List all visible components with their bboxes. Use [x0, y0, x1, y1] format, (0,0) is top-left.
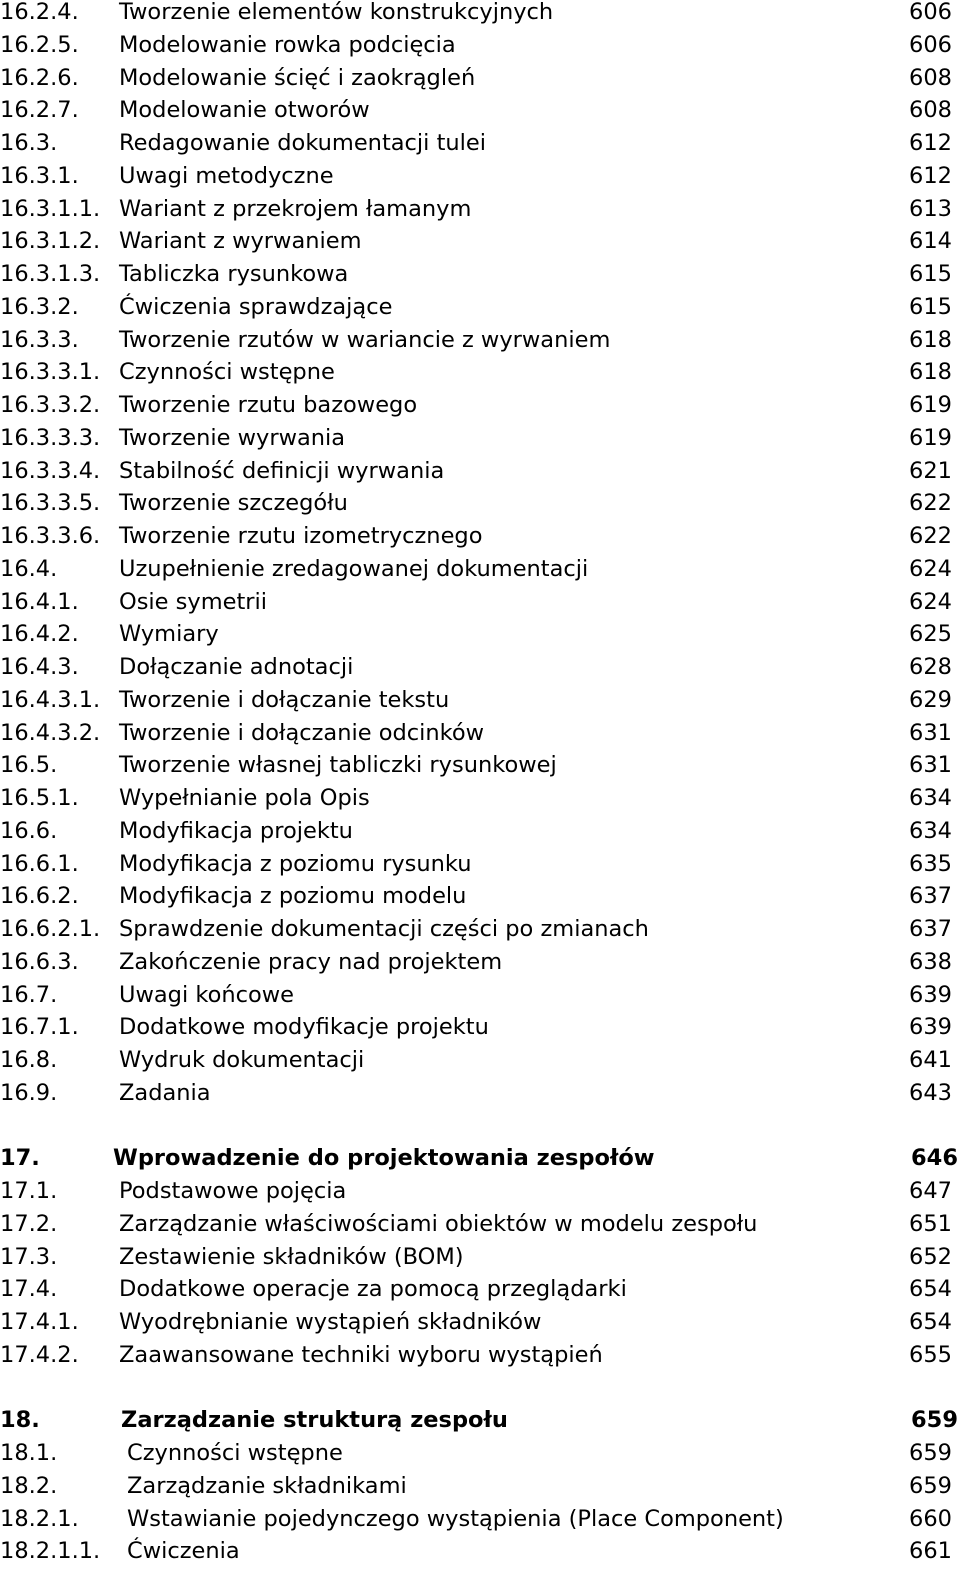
- toc-entry-title: Modyfikacja projektu: [119, 817, 353, 844]
- toc-entry-number: 16.6.1.: [0, 850, 79, 877]
- toc-entry-title: Zakończenie pracy nad projektem: [119, 948, 503, 975]
- toc-entry[interactable]: [0, 66, 960, 99]
- toc-entry-title: Tworzenie i dołączanie tekstu: [119, 686, 450, 713]
- toc-entry-title: Zarządzanie właściwościami obiektów w modelu zespołu: [119, 1210, 758, 1237]
- toc-entry-title: Osie symetrii: [119, 588, 268, 615]
- toc-entry-number: 16.2.5.: [0, 31, 79, 58]
- toc-entry-title: Redagowanie dokumentacji tulei: [119, 130, 487, 156]
- toc-entry-title: Stabilność definicji wyrwania: [119, 457, 445, 484]
- toc-entry-page: 629: [909, 686, 952, 713]
- toc-entry[interactable]: [0, 1048, 960, 1081]
- toc-entry-title: Podstawowe pojęcia: [119, 1178, 347, 1204]
- toc-entry-number: 18.2.1.1.: [0, 1538, 101, 1565]
- toc-entry-number: 16.9.: [0, 1079, 58, 1106]
- toc-entry-page: 654: [909, 1309, 952, 1335]
- toc-entry-title: Wariant z wyrwaniem: [119, 228, 362, 255]
- toc-entry-page: 622: [909, 523, 952, 549]
- toc-entry-number: 16.3.: [0, 130, 58, 156]
- toc-entry-number: 17.: [0, 1145, 40, 1172]
- toc-entry-title: Sprawdzenie dokumentacji części po zmianach: [119, 916, 649, 942]
- toc-entry-page: 631: [909, 719, 952, 746]
- toc-entry-page: 624: [909, 588, 952, 615]
- toc-entry-title: Tworzenie rzutu bazowego: [119, 392, 418, 418]
- toc-entry-title: Zadania: [119, 1079, 211, 1106]
- toc-entry-title: Wymiary: [119, 621, 219, 648]
- toc-entry[interactable]: [0, 1441, 960, 1474]
- toc-entry-page: 625: [909, 621, 952, 648]
- toc-entry-page: 659: [909, 1472, 952, 1499]
- toc-entry-number: 16.2.4.: [0, 0, 79, 25]
- toc-entry[interactable]: [0, 328, 960, 361]
- toc-entry-title: Dodatkowe operacje za pomocą przeglądarki: [119, 1276, 627, 1303]
- toc-entry-page: 606: [909, 31, 952, 58]
- toc-entry[interactable]: [0, 229, 960, 262]
- toc-entry-number: 16.3.3.5.: [0, 490, 101, 517]
- toc-entry-page: 621: [909, 457, 952, 484]
- toc-entry-number: 18.1.: [0, 1440, 58, 1466]
- toc-entry-title: Czynności wstępne: [127, 1440, 343, 1466]
- toc-entry-number: 16.4.1.: [0, 588, 79, 615]
- toc-entry[interactable]: [0, 1277, 960, 1310]
- toc-entry-number: 18.: [0, 1407, 40, 1434]
- toc-entry[interactable]: [0, 852, 960, 885]
- toc-entry-page: 651: [909, 1210, 952, 1237]
- toc-entry[interactable]: [0, 1343, 960, 1376]
- toc-entry-number: 18.2.: [0, 1472, 58, 1499]
- section-gap: [0, 1376, 960, 1409]
- toc-entry-page: 659: [909, 1440, 952, 1466]
- toc-entry[interactable]: [0, 983, 960, 1016]
- toc-entry-number: 17.1.: [0, 1178, 58, 1204]
- toc-entry-title: Wyodrębnianie wystąpień składników: [119, 1309, 542, 1335]
- toc-entry-number: 16.5.1.: [0, 785, 79, 811]
- toc-entry-title: Tworzenie i dołączanie odcinków: [119, 719, 485, 746]
- toc-entry-title: Wypełnianie pola Opis: [119, 785, 370, 811]
- toc-entry-number: 16.4.3.2.: [0, 719, 101, 746]
- toc-entry[interactable]: [0, 131, 960, 164]
- toc-entry[interactable]: [0, 459, 960, 492]
- toc-entry-title: Czynności wstępne: [119, 359, 335, 386]
- toc-entry-page: 638: [909, 948, 952, 975]
- toc-entry-page: 655: [909, 1341, 952, 1368]
- toc-entry-title: Tworzenie rzutów w wariancie z wyrwaniem: [119, 326, 611, 353]
- toc-entry[interactable]: [0, 426, 960, 459]
- toc-entry-page: 608: [909, 64, 952, 91]
- toc-entry-page: 637: [909, 883, 952, 910]
- toc-entry-title: Ćwiczenia sprawdzające: [119, 293, 393, 320]
- toc-entry-page: 608: [909, 97, 952, 124]
- toc-entry-number: 16.3.3.3.: [0, 424, 101, 451]
- toc-entry-title: Modelowanie otworów: [119, 97, 370, 124]
- toc-entry-page: 606: [909, 0, 952, 25]
- toc-entry-number: 17.3.: [0, 1243, 58, 1270]
- toc-entry[interactable]: [0, 360, 960, 393]
- toc-entry[interactable]: [0, 164, 960, 197]
- toc-entry-page: 647: [909, 1178, 952, 1204]
- toc-entry[interactable]: [0, 1081, 960, 1114]
- toc-entry-number: 16.6.2.: [0, 883, 79, 910]
- toc-entry-number: 16.3.1.1.: [0, 195, 101, 222]
- toc-entry-page: 634: [909, 817, 952, 844]
- toc-entry-number: 16.4.3.1.: [0, 686, 101, 713]
- toc-entry[interactable]: [0, 786, 960, 819]
- toc-entry-title: Wprowadzenie do projektowania zespołów: [113, 1145, 655, 1172]
- toc-chapter-entry[interactable]: [0, 1408, 960, 1441]
- toc-entry-title: Modyfikacja z poziomu rysunku: [119, 850, 472, 877]
- toc-entry-page: 613: [909, 195, 952, 222]
- toc-entry[interactable]: [0, 1507, 960, 1540]
- toc-entry-number: 16.3.3.6.: [0, 523, 101, 549]
- toc-entry[interactable]: [0, 950, 960, 983]
- toc-entry-title: Zaawansowane techniki wyboru wystąpień: [119, 1341, 603, 1368]
- toc-entry[interactable]: [0, 884, 960, 917]
- toc-entry-number: 16.4.3.: [0, 654, 79, 680]
- toc-entry[interactable]: [0, 262, 960, 295]
- toc-entry-number: 17.4.1.: [0, 1309, 79, 1335]
- toc-entry-title: Modyfikacja z poziomu modelu: [119, 883, 467, 910]
- toc-entry-number: 17.2.: [0, 1210, 58, 1237]
- toc-entry[interactable]: [0, 1539, 960, 1572]
- toc-entry-number: 16.3.3.2.: [0, 392, 101, 418]
- toc-entry-page: 639: [909, 1014, 952, 1041]
- toc-entry-number: 16.6.3.: [0, 948, 79, 975]
- toc-entry-number: 18.2.1.: [0, 1505, 79, 1532]
- toc-entry-page: 637: [909, 916, 952, 942]
- toc-entry[interactable]: [0, 1212, 960, 1245]
- toc-entry-title: Tworzenie wyrwania: [119, 424, 346, 451]
- toc-entry[interactable]: [0, 1245, 960, 1278]
- toc-entry[interactable]: [0, 753, 960, 786]
- toc-entry-page: 624: [909, 555, 952, 582]
- toc-entry[interactable]: [0, 1310, 960, 1343]
- toc-entry-title: Uzupełnienie zredagowanej dokumentacji: [119, 555, 589, 582]
- toc-entry-title: Ćwiczenia: [127, 1538, 240, 1565]
- toc-entry-number: 17.4.: [0, 1276, 58, 1303]
- toc-entry-number: 16.3.3.4.: [0, 457, 101, 484]
- toc-entry-number: 16.7.1.: [0, 1014, 79, 1041]
- toc-entry-title: Zestawienie składników (BOM): [119, 1243, 464, 1270]
- toc-entry-title: Dodatkowe modyfikacje projektu: [119, 1014, 489, 1041]
- toc-entry-page: 622: [909, 490, 952, 517]
- toc-entry-number: 16.3.1.2.: [0, 228, 101, 255]
- toc-entry-page: 614: [909, 228, 952, 255]
- toc-entry-page: 660: [909, 1505, 952, 1532]
- toc-entry[interactable]: [0, 622, 960, 655]
- toc-entry-number: 16.7.: [0, 981, 58, 1008]
- toc-entry-title: Tworzenie elementów konstrukcyjnych: [119, 0, 554, 25]
- toc-entry-title: Wydruk dokumentacji: [119, 1047, 365, 1073]
- toc-entry[interactable]: [0, 33, 960, 66]
- toc-entry[interactable]: [0, 393, 960, 426]
- toc-entry-page: 612: [909, 162, 952, 189]
- toc-entry[interactable]: [0, 1474, 960, 1507]
- toc-entry-title: Dołączanie adnotacji: [119, 654, 354, 680]
- toc-entry[interactable]: [0, 721, 960, 754]
- toc-entry[interactable]: [0, 557, 960, 590]
- toc-entry-page: 643: [909, 1079, 952, 1106]
- toc-entry-title: Modelowanie ścięć i zaokrągleń: [119, 64, 476, 91]
- toc-entry-number: 16.6.: [0, 817, 58, 844]
- toc-entry-title: Wstawianie pojedynczego wystąpienia (Place Component): [127, 1505, 784, 1532]
- toc-entry-number: 16.3.1.3.: [0, 261, 101, 287]
- toc-entry-page: 618: [909, 326, 952, 353]
- toc-entry[interactable]: [0, 0, 960, 33]
- toc-entry-title: Tabliczka rysunkowa: [119, 261, 349, 287]
- toc-entry[interactable]: [0, 1179, 960, 1212]
- toc-entry[interactable]: [0, 491, 960, 524]
- toc-entry-page: 659: [911, 1407, 958, 1434]
- toc-entry-page: 635: [909, 850, 952, 877]
- toc-entry-number: 16.8.: [0, 1047, 58, 1073]
- toc-entry-page: 661: [909, 1538, 952, 1565]
- toc-entry-number: 16.3.1.: [0, 162, 79, 189]
- toc-entry-page: 619: [909, 424, 952, 451]
- toc-entry-number: 16.2.6.: [0, 64, 79, 91]
- toc-entry-number: 16.3.2.: [0, 293, 79, 320]
- toc-entry-number: 16.6.2.1.: [0, 916, 101, 942]
- toc-entry-page: 619: [909, 392, 952, 418]
- toc-entry-title: Zarządzanie składnikami: [127, 1472, 407, 1499]
- toc-entry[interactable]: [0, 917, 960, 950]
- toc-entry-page: 639: [909, 981, 952, 1008]
- toc-entry-number: 16.3.3.: [0, 326, 79, 353]
- toc-entry[interactable]: [0, 688, 960, 721]
- section-gap: [0, 1114, 960, 1147]
- toc-entry[interactable]: [0, 197, 960, 230]
- toc-entry-page: 654: [909, 1276, 952, 1303]
- toc-entry-page: 618: [909, 359, 952, 386]
- toc-entry-title: Wariant z przekrojem łamanym: [119, 195, 472, 222]
- toc-chapter-entry[interactable]: [0, 1146, 960, 1179]
- toc-entry-page: 631: [909, 752, 952, 779]
- toc-entry-page: 646: [911, 1145, 958, 1172]
- toc-entry-number: 16.3.3.1.: [0, 359, 101, 386]
- toc-entry-page: 612: [909, 130, 952, 156]
- toc-entry[interactable]: [0, 819, 960, 852]
- toc-entry-page: 615: [909, 261, 952, 287]
- toc-entry-number: 16.4.: [0, 555, 58, 582]
- toc-entry-page: 615: [909, 293, 952, 320]
- toc-entry-number: 16.2.7.: [0, 97, 79, 124]
- toc-entry-title: Modelowanie rowka podcięcia: [119, 31, 456, 58]
- toc-entry[interactable]: [0, 295, 960, 328]
- toc-entry[interactable]: [0, 655, 960, 688]
- toc-entry-number: 16.5.: [0, 752, 58, 779]
- toc-entry[interactable]: [0, 590, 960, 623]
- toc-entry-title: Uwagi końcowe: [119, 981, 294, 1008]
- toc-entry[interactable]: [0, 98, 960, 131]
- toc-entry-title: Tworzenie rzutu izometrycznego: [119, 523, 483, 549]
- toc-entry[interactable]: [0, 1015, 960, 1048]
- toc-entry-page: 652: [909, 1243, 952, 1270]
- toc-entry-title: Tworzenie własnej tabliczki rysunkowej: [119, 752, 557, 779]
- toc-entry[interactable]: [0, 524, 960, 557]
- toc-entry-number: 17.4.2.: [0, 1341, 79, 1368]
- toc-entry-title: Uwagi metodyczne: [119, 162, 334, 189]
- toc-entry-page: 641: [909, 1047, 952, 1073]
- toc-entry-title: Tworzenie szczegółu: [119, 490, 348, 517]
- toc-entry-page: 628: [909, 654, 952, 680]
- toc-entry-number: 16.4.2.: [0, 621, 79, 648]
- toc-entry-title: Zarządzanie strukturą zespołu: [121, 1407, 508, 1434]
- toc-entry-page: 634: [909, 785, 952, 811]
